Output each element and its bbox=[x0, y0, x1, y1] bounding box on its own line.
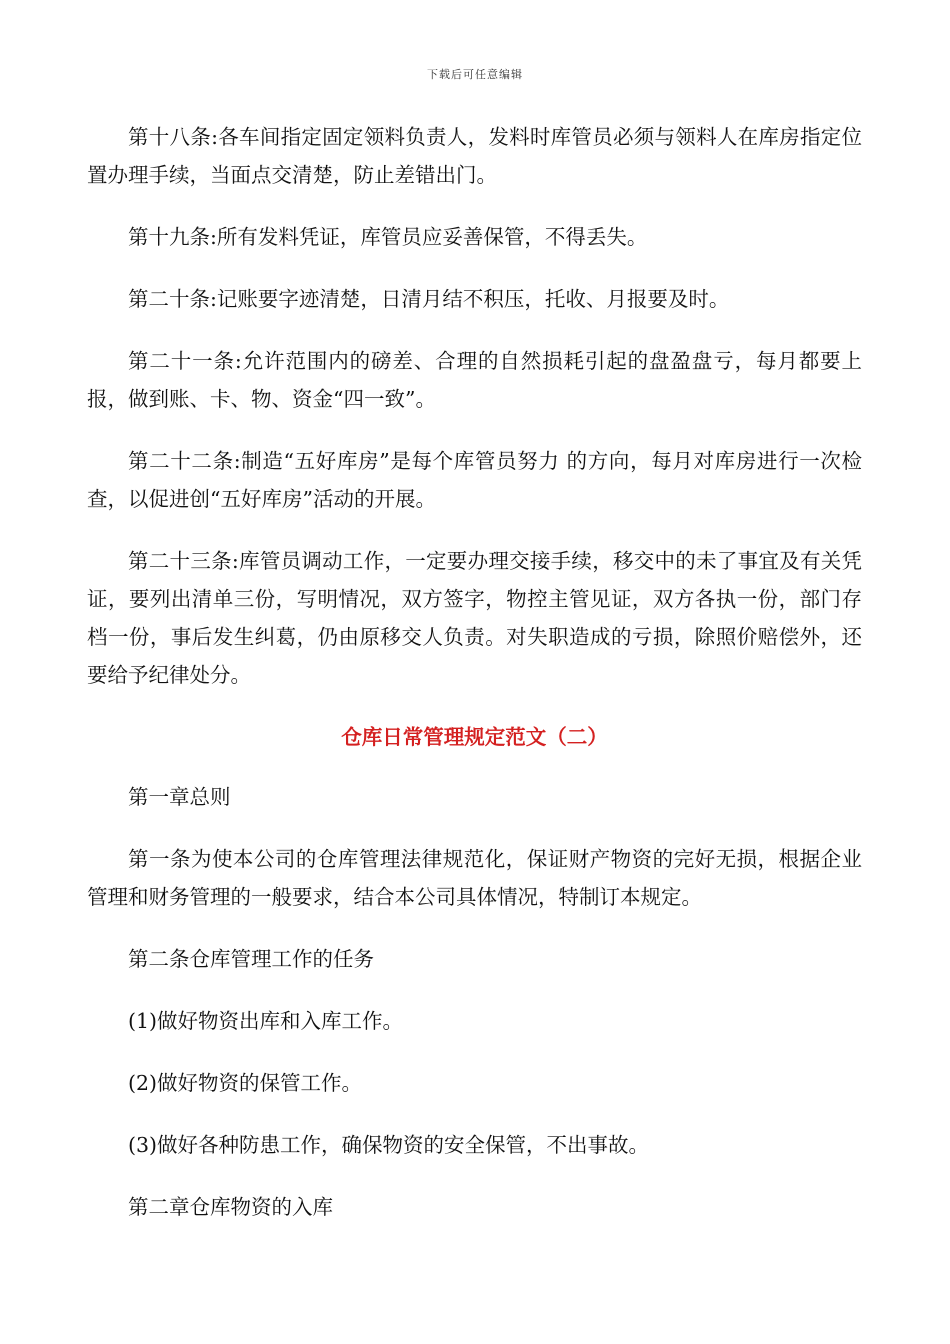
section-title: 仓库日常管理规定范文（二） bbox=[341, 725, 608, 749]
article-22-paragraph: 第二十二条:制造“五好库房”是每个库管员努力 的方向，每月对库房进行一次检查，以促进创“五好库房”活动的开展。 bbox=[87, 449, 862, 511]
page-header-note: 下载后可任意编辑 bbox=[427, 68, 523, 81]
task-item-1: (1)做好物资出库和入库工作。 bbox=[128, 1009, 404, 1033]
article-19-paragraph: 第十九条:所有发料凭证，库管员应妥善保管，不得丢失。 bbox=[128, 225, 648, 249]
chapter-2-heading: 第二章仓库物资的入库 bbox=[128, 1195, 333, 1219]
article-1-paragraph: 第一条为使本公司的仓库管理法律规范化，保证财产物资的完好无损，根据企业管理和财务管理的一般要求，结合本公司具体情况，特制订本规定。 bbox=[87, 847, 862, 909]
chapter-1-heading: 第一章总则 bbox=[128, 785, 231, 809]
article-18-paragraph: 第十八条:各车间指定固定领料负责人，发料时库管员必须与领料人在库房指定位置办理手续，当面点交清楚，防止差错出门。 bbox=[87, 125, 862, 187]
document-body bbox=[87, 118, 862, 1250]
article-20-paragraph: 第二十条:记账要字迹清楚，日清月结不积压，托收、月报要及时。 bbox=[128, 287, 730, 311]
task-item-3: (3)做好各种防患工作，确保物资的安全保管，不出事故。 bbox=[128, 1133, 650, 1157]
task-item-2: (2)做好物资的保管工作。 bbox=[128, 1071, 363, 1095]
article-23-paragraph: 第二十三条:库管员调动工作，一定要办理交接手续，移交中的未了事宜及有关凭证，要列出清单三份，写明情况，双方签字，物控主管见证，双方各执一份，部门存档一份，事后发生纠葛，仍由原移交人负责。对失职造成的亏损，除照价赔偿外，还要给予纪律处分。 bbox=[87, 549, 862, 687]
article-2-heading: 第二条仓库管理工作的任务 bbox=[128, 947, 374, 971]
article-21-paragraph: 第二十一条:允许范围内的磅差、合理的自然损耗引起的盘盈盘亏，每月都要上报，做到账、卡、物、资金“四一致”。 bbox=[87, 349, 862, 411]
